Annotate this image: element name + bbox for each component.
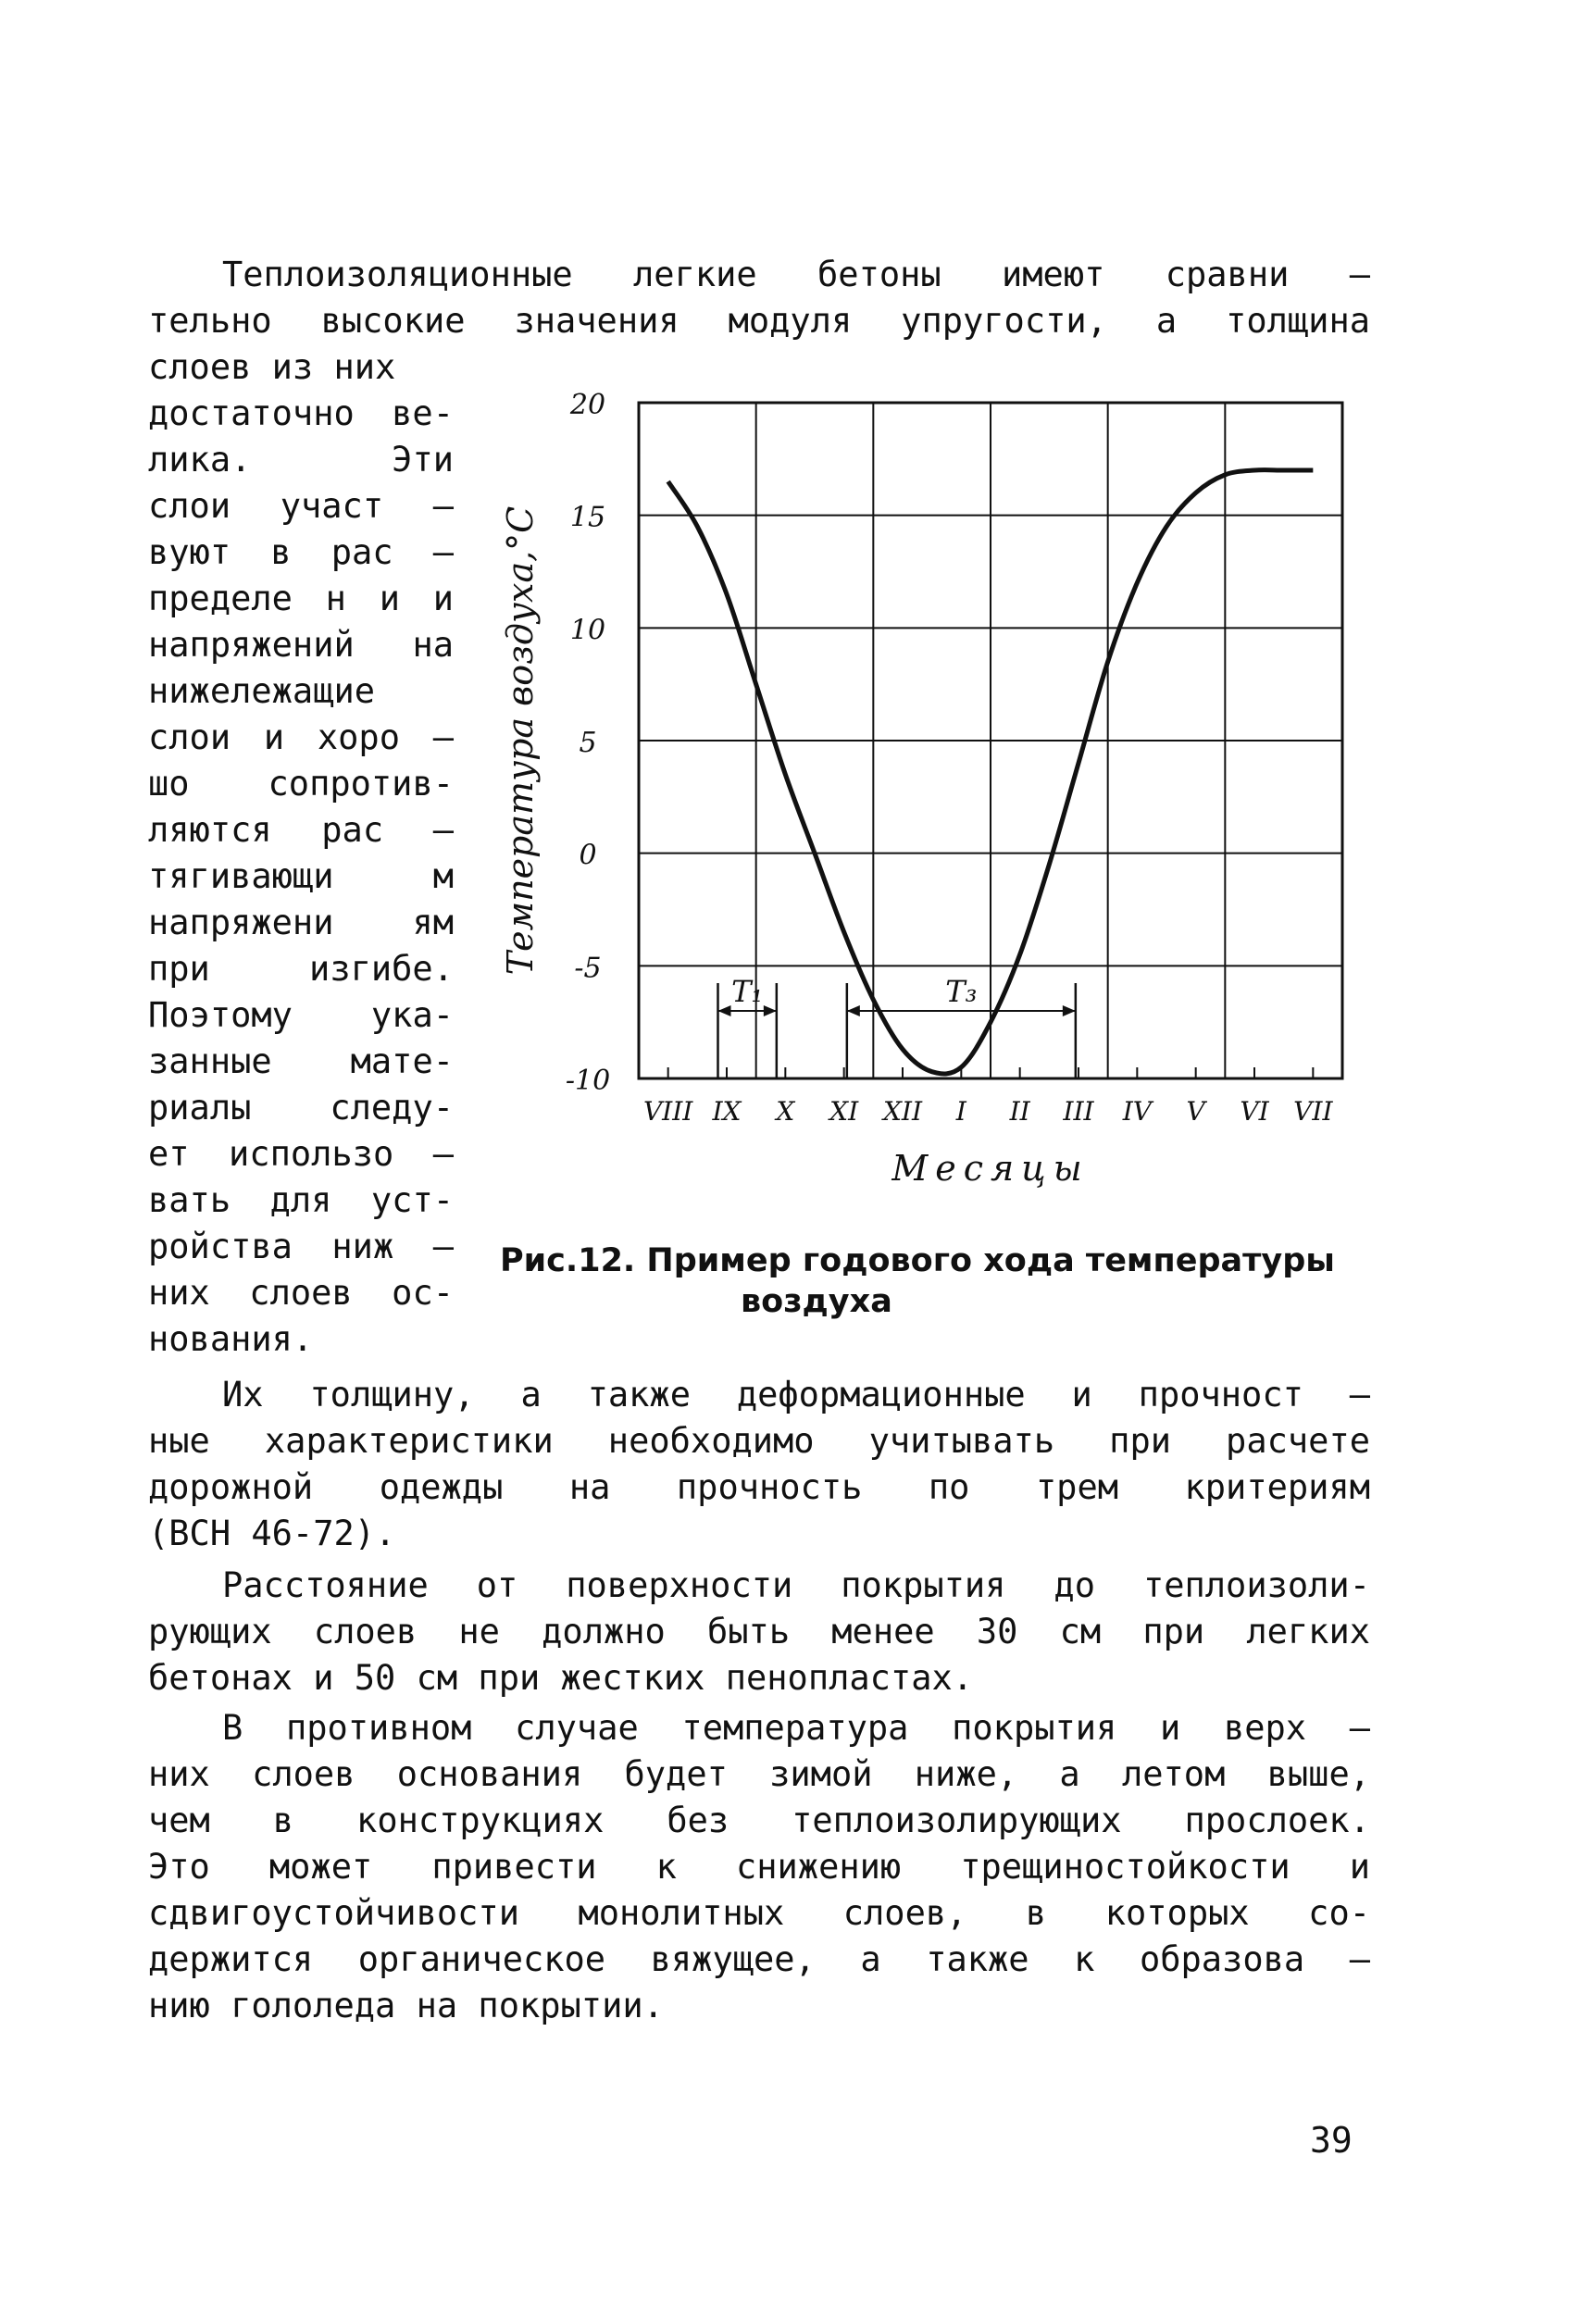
y-tick-label: 15 [569, 501, 606, 534]
text-line: нижележащие [148, 671, 376, 711]
y-tick-label: -10 [565, 1065, 611, 1097]
x-tick-label: VII [1293, 1096, 1333, 1127]
text-line: напряжений на [148, 625, 454, 665]
text-line: (ВСН 46-72). [148, 1514, 396, 1553]
text-line: достаточно ве- [148, 393, 454, 433]
arrowhead-right [764, 1005, 777, 1016]
text-line: В противном случае температура покрытия и верх – [222, 1708, 1370, 1748]
y-tick-label: -5 [574, 952, 602, 985]
text-line: нования. [148, 1319, 314, 1359]
caption-line-2: воздуха [741, 1283, 892, 1320]
page-number: 39 [1310, 2120, 1353, 2161]
text-line: тельно высокие значения модуля упругости, а толщина [148, 301, 1370, 341]
text-line: вуют в рас – [148, 532, 454, 572]
caption-line-1: Рис.12. Пример годового хода температуры [500, 1242, 1335, 1279]
arrowhead-left [847, 1005, 860, 1016]
text-line: при изгибе. [148, 949, 454, 989]
temperature-chart [463, 370, 1389, 1203]
y-axis-title: Температура воздуха,°С [500, 505, 541, 976]
text-line: них слоев основания будет зимой ниже, а летом выше, [148, 1754, 1370, 1794]
x-tick-label: X [776, 1096, 795, 1127]
x-tick-label: VI [1240, 1096, 1269, 1127]
text-line: напряжени ям [148, 903, 454, 942]
text-line: ройства ниж – [148, 1227, 454, 1266]
x-tick-label: XI [829, 1096, 859, 1127]
text-line: ные характеристики необходимо учитывать при расчете [148, 1421, 1370, 1461]
text-line: лика. Эти [148, 440, 454, 480]
paragraph-distance [148, 1563, 1370, 1701]
text-line: занные мате- [148, 1041, 454, 1081]
x-axis-title: Месяцы [892, 1148, 1090, 1189]
intro-paragraph [148, 252, 1370, 344]
text-line: держится органическое вяжущее, а также к образова – [148, 1939, 1370, 1979]
text-line: риалы следу- [148, 1088, 454, 1128]
arrowhead-left [718, 1005, 731, 1016]
arrowhead-right [1063, 1005, 1076, 1016]
x-tick-label: III [1063, 1096, 1094, 1127]
text-line: Их толщину, а также деформационные и прочност – [222, 1375, 1370, 1414]
paragraph-thickness [148, 1372, 1370, 1557]
text-line: Поэтому ука- [148, 995, 454, 1035]
text-line: шо сопротив- [148, 764, 454, 804]
text-line: слои участ – [148, 486, 454, 526]
x-tick-label: V [1186, 1096, 1205, 1127]
text-line: слои и хоро – [148, 717, 454, 757]
text-line: них слоев ос- [148, 1273, 454, 1313]
y-tick-label: 10 [569, 614, 606, 647]
annotation-label: T₃ [945, 974, 978, 1009]
x-tick-label: II [1009, 1096, 1030, 1127]
y-tick-label: 5 [579, 727, 597, 759]
text-line: нию гололеда на покрытии. [148, 1986, 664, 2025]
text-line: слоев из них [148, 347, 396, 387]
text-line: тягивающи м [148, 856, 454, 896]
annotation-label: T₁ [731, 974, 764, 1009]
y-tick-label: 20 [569, 389, 606, 421]
text-line: ляются рас – [148, 810, 454, 850]
text-line: Это может привести к снижению трещиностойкости и [148, 1847, 1370, 1887]
x-tick-label: I [955, 1096, 966, 1127]
x-tick-label: IX [712, 1096, 742, 1127]
text-line: ет использо – [148, 1134, 454, 1174]
paragraph-consequence [148, 1705, 1370, 2029]
x-tick-label: IV [1122, 1096, 1152, 1127]
text-line: вать для уст- [148, 1180, 454, 1220]
text-line: дорожной одежды на прочность по трем критериям [148, 1467, 1370, 1507]
text-line: чем в конструкциях без теплоизолирующих прослоек. [148, 1801, 1370, 1840]
side-text-column [148, 344, 454, 1363]
figure-caption [500, 1240, 1389, 1322]
text-line: сдвигоустойчивости монолитных слоев, в которых со- [148, 1893, 1370, 1933]
text-line: Расстояние от поверхности покрытия до теплоизоли- [222, 1565, 1370, 1605]
text-line: рующих слоев не должно быть менее 30 см при легких [148, 1612, 1370, 1651]
text-line: бетонах и 50 см при жестких пенопластах. [148, 1658, 974, 1698]
text-line: пределе н и и [148, 579, 454, 618]
y-tick-label: 0 [579, 839, 597, 872]
text-line: Теплоизоляционные легкие бетоны имеют сравни – [222, 255, 1370, 294]
x-tick-label: XII [882, 1096, 923, 1127]
chart-svg [463, 370, 1389, 1203]
x-tick-label: VIII [642, 1096, 693, 1127]
